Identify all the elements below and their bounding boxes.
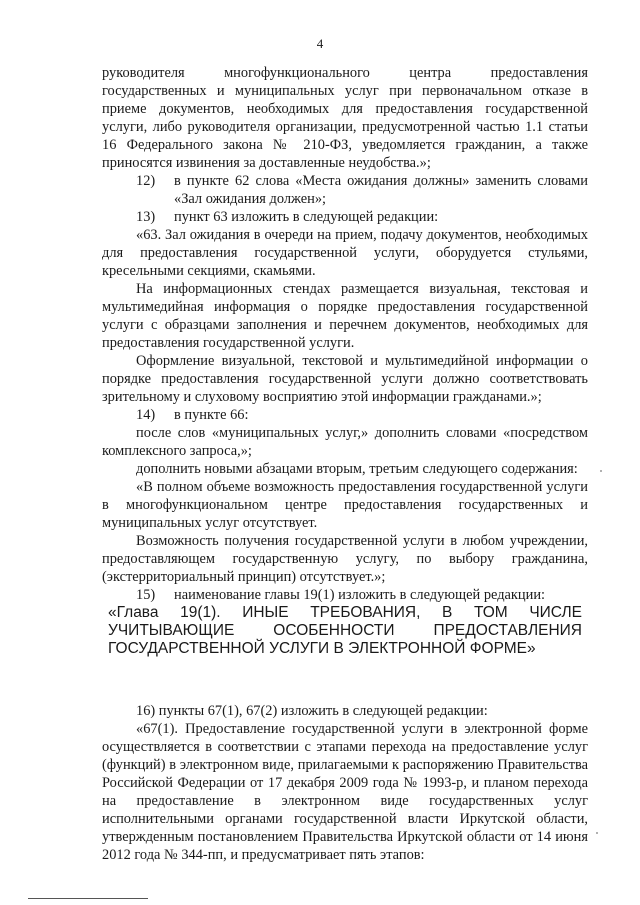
paragraph-add-paragraphs: дополнить новыми абзацами вторым, третьим следующего содержания:: [136, 461, 578, 477]
list-item-12: [102, 172, 588, 208]
list-item-13: [102, 208, 588, 226]
spacer: [102, 658, 588, 702]
item-number: 14): [136, 407, 156, 423]
page-number: 4: [316, 36, 324, 51]
paragraph-63: «63. Зал ожидания в очереди на прием, подачу документов, необходимых для предоставления государственной услуги, оборудуется стульями, кресельными секциями, скамьями.: [102, 227, 588, 279]
paragraph-67-1: «67(1). Предоставление государственной услуги в электронной форме осуществляется в соответствии с этапами перехода на предоставление услуг (функций) в электронном виде, прилагаемыми к распоряжению Правительства Российской Федерации от 17 декабря 2009 года № 1993-р, и планом перехода на предоставление в электронном виде государственных услуг исполнительными органами государственной власти Иркутской области, утвержденным постановлением Правительства Иркутской области от 14 июня 2012 года № 344-пп, и предусматривает пять этапов:: [102, 721, 588, 863]
list-item-16: 16) пункты 67(1), 67(2) изложить в следующей редакции:: [136, 703, 488, 719]
footer-rule: [28, 898, 148, 899]
scan-speck: [596, 832, 598, 834]
chapter-title: «Глава 19(1). ИНЫЕ ТРЕБОВАНИЯ, В ТОМ ЧИСЛЕ УЧИТЫВАЮЩИЕ ОСОБЕННОСТИ ПРЕДОСТАВЛЕНИЯ ГОСУДАРСТВЕННОЙ УСЛУГИ В ЭЛЕКТРОННОЙ ФОРМЕ»: [108, 604, 582, 657]
item-text: наименование главы 19(1) изложить в следующей редакции:: [174, 587, 546, 603]
item-number: 15): [136, 587, 156, 603]
document-body: [102, 64, 588, 864]
paragraph-continuation: руководителя многофункционального центра предоставления государственных и муниципальных услуг при первоначальном отказе в приеме документов, необходимых для предоставления государственной услуги, либо руководителя организации, предусмотренной частью 1.1 статьи 16 Федерального закона № 210-ФЗ, уведомляется гражданин, а также приносятся извинения за доставленные неудобства.»;: [102, 65, 588, 171]
paragraph-possibility: Возможность получения государственной услуги в любом учреждении, предоставляющем государственную услугу, по выбору гражданина, (экстерриториальный принцип) отсутствует.»;: [102, 533, 588, 585]
paragraph-full-volume: «В полном объеме возможность предоставления государственной услуги в многофункциональном центре предоставления государственных и муниципальных услуг отсутствует.: [102, 479, 588, 531]
paragraph-info-stands: На информационных стендах размещается визуальная, текстовая и мультимедийная информация о порядке предоставления государственной услуги с образцами заполнения и перечнем документов, необходимых для предоставления государственной услуги.: [102, 281, 588, 351]
paragraph-info-design: Оформление визуальной, текстовой и мультимедийной информации о порядке предоставления государственной услуги должно соответствовать зрительному и слуховому восприятию этой информации гражданами.»;: [102, 353, 588, 405]
item-text: в пункте 62 слова «Места ожидания должны» заменить словами «Зал ожидания должен»;: [174, 173, 588, 207]
item-text: пункт 63 изложить в следующей редакции:: [174, 209, 439, 225]
item-number: 12): [136, 173, 156, 189]
item-text: в пункте 66:: [174, 407, 249, 423]
list-item-15: [102, 586, 588, 604]
list-item-14: [102, 406, 588, 424]
paragraph-after-words: после слов «муниципальных услуг,» дополнить словами «посредством комплексного запроса,»;: [102, 425, 588, 459]
scan-speck: [600, 470, 602, 472]
item-number: 13): [136, 209, 156, 225]
